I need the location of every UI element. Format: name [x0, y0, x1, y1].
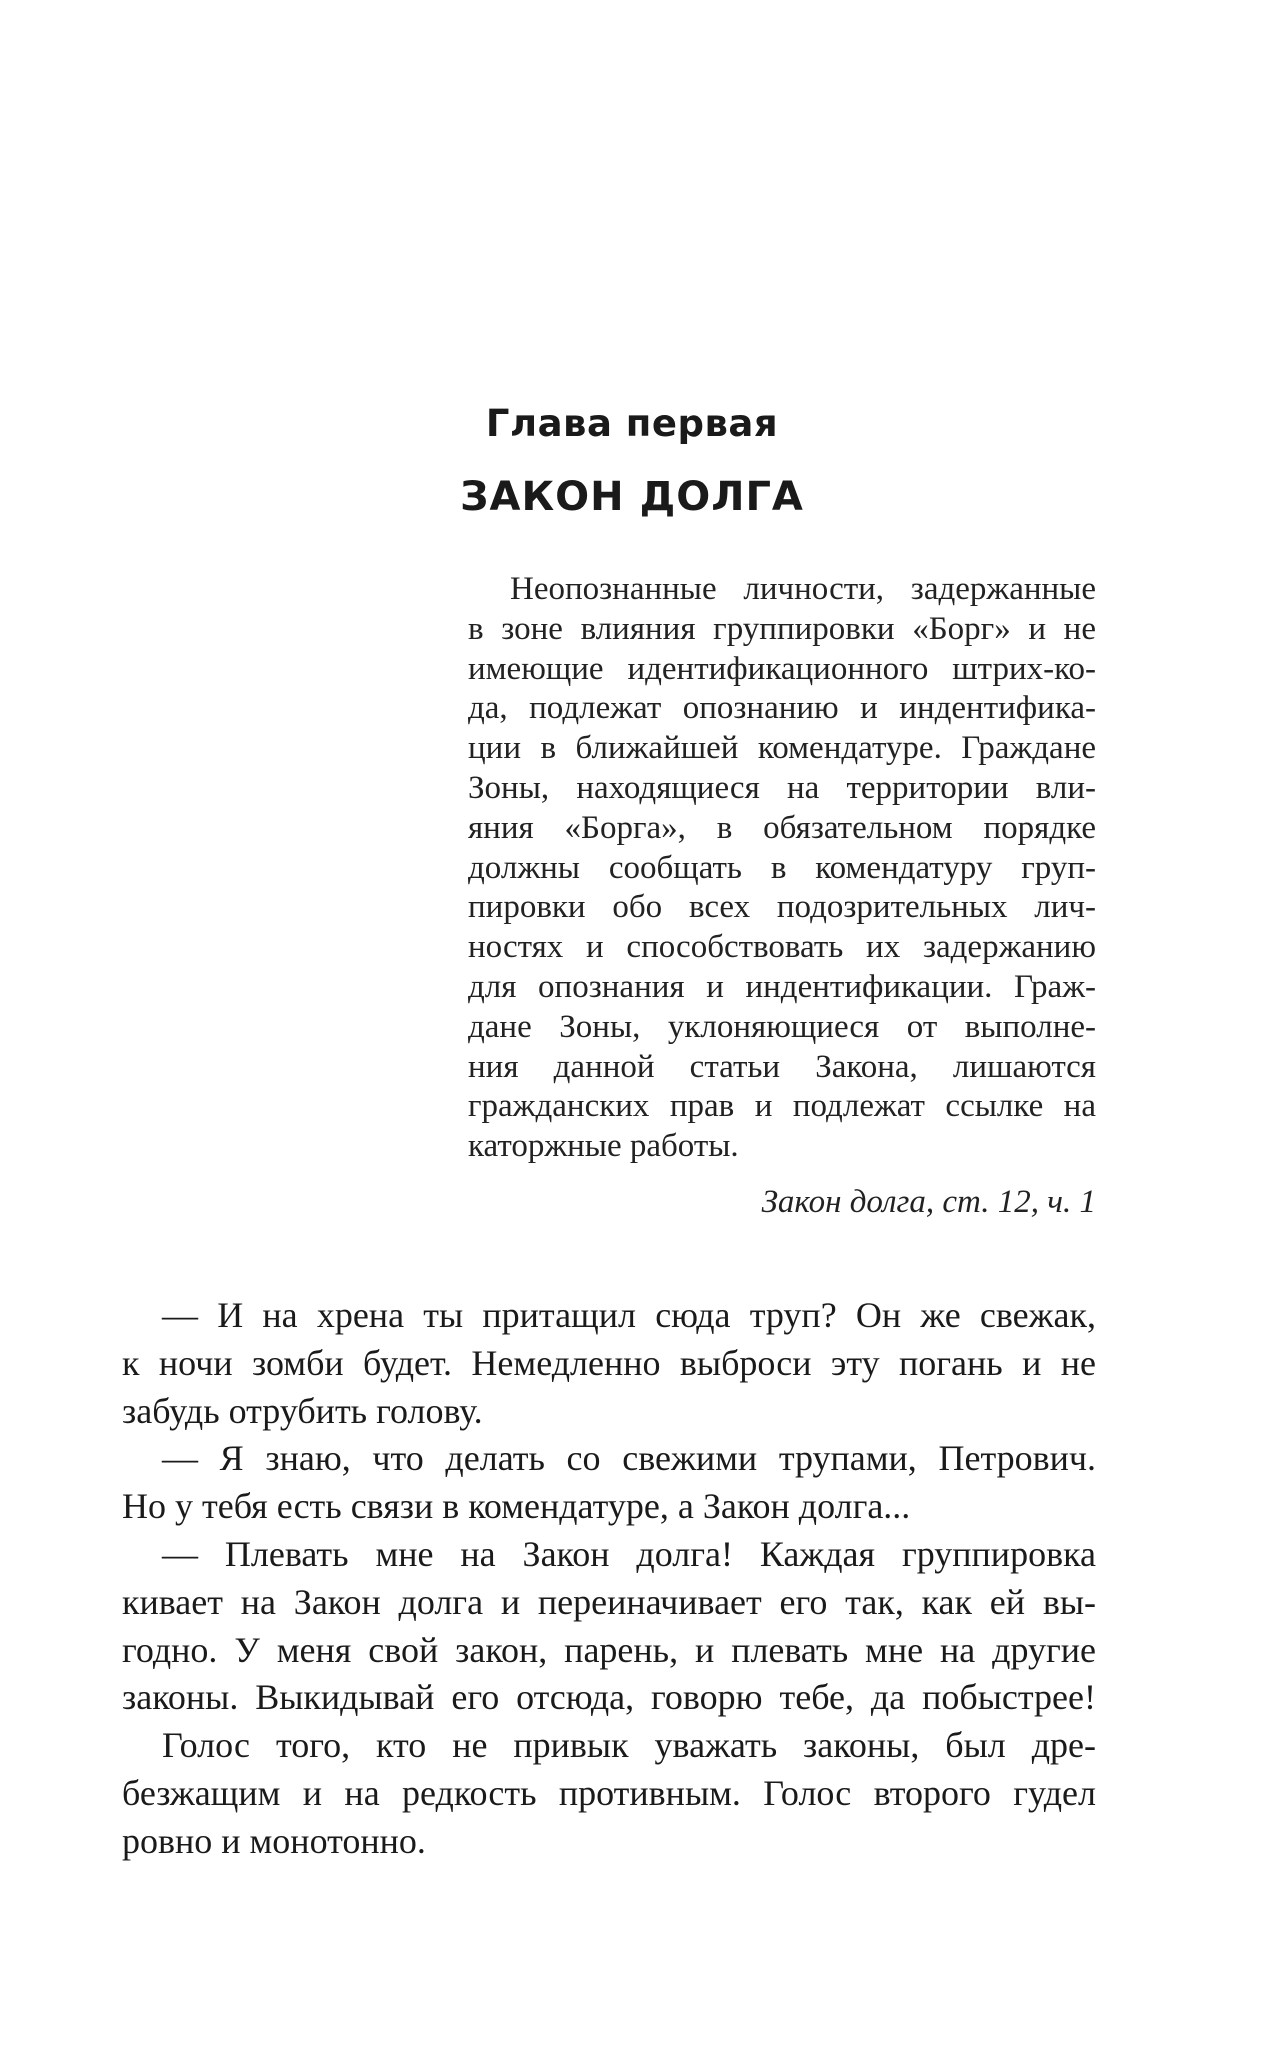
epigraph-line: яния «Борга», в обязательном порядке [468, 809, 1096, 846]
chapter-label: Глава первая [485, 402, 779, 445]
epigraph-line: имеющие идентификационного штрих-ко- [468, 650, 1096, 687]
epigraph-line: дане Зоны, уклоняющиеся от выполне- [468, 1008, 1096, 1045]
epigraph-line: в зоне влияния группировки «Борг» и не [468, 610, 1096, 647]
body-line: — Плевать мне на Закон долга! Каждая группировка [162, 1533, 1096, 1574]
body-line: Голос того, кто не привык уважать законы, был дре- [162, 1725, 1096, 1766]
epigraph-line: да, подлежат опознанию и индентифика- [468, 690, 1096, 727]
body-line: к ночи зомби будет. Немедленно выброси эту погань и не [122, 1342, 1096, 1383]
body-line: — И на хрена ты притащил сюда труп? Он же свежак, [162, 1295, 1096, 1335]
epigraph [468, 570, 1096, 1167]
epigraph-line: Зоны, находящиеся на территории вли- [468, 769, 1096, 806]
chapter-title: ЗАКОН ДОЛГА [460, 474, 804, 520]
body-line: Но у тебя есть связи в комендатуре, а Закон долга... [122, 1486, 911, 1527]
body-line: ровно и монотонно. [122, 1820, 426, 1861]
epigraph-line: гражданских прав и подлежат ссылке на [468, 1088, 1096, 1125]
body-line: кивает на Закон долга и переиначивает его так, как ей вы- [122, 1581, 1096, 1622]
body-line: безжащим и на редкость противным. Голос второго гудел [122, 1772, 1096, 1813]
epigraph-line: ции в ближайшей комендатуре. Граждане [468, 730, 1096, 767]
epigraph-source: Закон долга, ст. 12, ч. 1 [761, 1184, 1096, 1220]
epigraph-line: каторжные работы. [468, 1128, 739, 1165]
epigraph-line: Неопознанные личности, задержанные [510, 571, 1096, 607]
body-line: законы. Выкидывай его отсюда, говорю тебе, да побыстрее! [122, 1677, 1096, 1718]
epigraph-line: должны сообщать в комендатуру груп- [468, 849, 1096, 886]
epigraph-line: ностях и способствовать их задержанию [468, 929, 1096, 966]
epigraph-line: ния данной статьи Закона, лишаются [468, 1048, 1096, 1085]
epigraph-line: для опознания и индентификации. Граж- [468, 968, 1096, 1005]
body-line: забудь отрубить голову. [122, 1390, 483, 1431]
body-text [122, 1292, 1096, 1866]
body-line: годно. У меня свой закон, парень, и плевать мне на другие [122, 1629, 1096, 1670]
body-line: — Я знаю, что делать со свежими трупами, Петрович. [162, 1438, 1096, 1479]
epigraph-line: пировки обо всех подозрительных лич- [468, 889, 1096, 926]
